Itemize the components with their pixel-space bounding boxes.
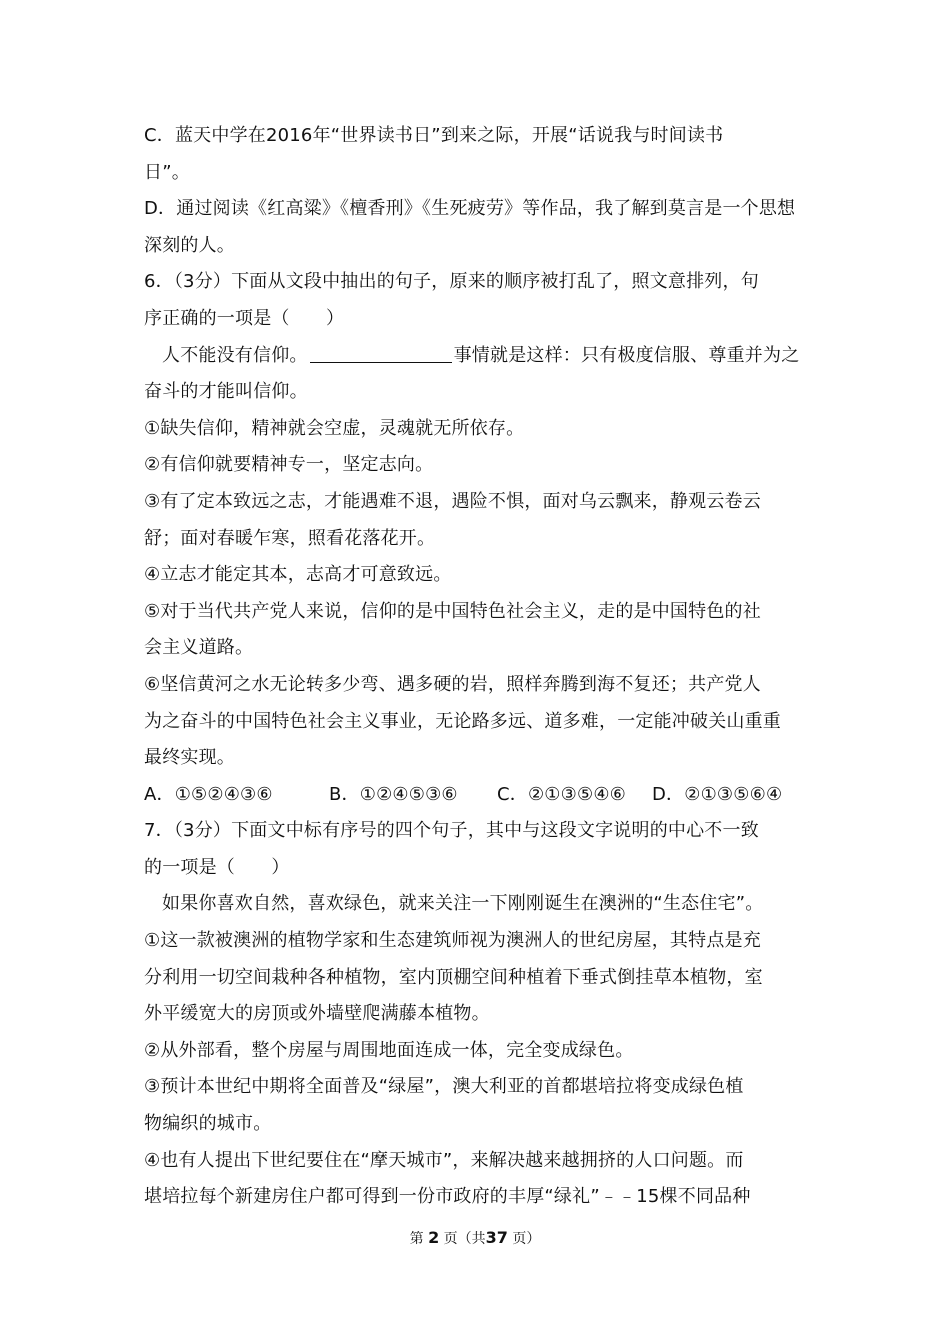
sentence-item-2: ②有信仰就要精神专一，坚定志向。: [144, 454, 434, 476]
question-6-stem-2: 序正确的一项是（ ）: [144, 307, 345, 329]
page-footer: [0, 1228, 950, 1248]
question-6-stem-1: 6．（3分）下面从文段中抽出的句子，原来的顺序被打乱了，照文意排列，句: [144, 271, 759, 293]
question-7-sentence-1-line-1: ①这一款被澳洲的植物学家和生态建筑师视为澳洲人的世纪房屋，其特点是充: [144, 930, 761, 952]
question-7-stem-2: 的一项是（ ）: [144, 856, 290, 878]
sentence-item-4: ④立志才能定其本，志高才可意致远。: [144, 564, 452, 586]
footer-total-pages: 37: [485, 1228, 508, 1247]
passage-before-blank: 人不能没有信仰。: [162, 344, 308, 366]
option-d-line-2: 深刻的人。: [144, 234, 235, 256]
footer-middle: 页（共: [443, 1231, 486, 1247]
sentence-item-6-line-3: 最终实现。: [144, 747, 235, 769]
question-7-stem-1: 7．（3分）下面文中标有序号的四个句子，其中与这段文字说明的中心不一致: [144, 820, 759, 842]
question-7-sentence-1-line-3: 外平缓宽大的房顶或外墙壁爬满藤本植物。: [144, 1003, 490, 1025]
page-content: [144, 118, 814, 1216]
question-7-passage-intro: 如果你喜欢自然，喜欢绿色，就来关注一下刚刚诞生在澳洲的“生态住宅”。: [162, 893, 764, 915]
question-7-sentence-4-line-2: 堪培拉每个新建房住户都可得到一份市政府的丰厚“绿礼”﹣﹣15棵不同品种: [144, 1186, 751, 1208]
sentence-item-5-line-1: ⑤对于当代共产党人来说，信仰的是中国特色社会主义，走的是中国特色的社: [144, 600, 761, 622]
question-6-passage-continuation: 奋斗的才能叫信仰。: [144, 381, 308, 403]
question-6-options: [144, 777, 814, 814]
option-c-line-1: C．蓝天中学在2016年“世界读书日”到来之际，开展“话说我与时间读书: [144, 125, 724, 146]
question-6-passage: [144, 338, 814, 375]
footer-prefix: 第: [409, 1231, 424, 1247]
question-7-sentence-3-line-2: 物编织的城市。: [144, 1113, 272, 1135]
question-7-sentence-1-line-2: 分利用一切空间栽种各种植物，室内顶棚空间种植着下垂式倒挂草本植物，室: [144, 966, 763, 988]
passage-after-blank: 事情就是这样：只有极度信服、尊重并为之: [453, 344, 800, 366]
sentence-item-5-line-2: 会主义道路。: [144, 637, 254, 659]
answer-option-d: D．②①③⑤⑥④: [652, 783, 783, 805]
question-7-sentence-2: ②从外部看，整个房屋与周围地面连成一体，完全变成绿色。: [144, 1039, 634, 1061]
footer-page-number: 2: [428, 1228, 440, 1247]
sentence-item-6-line-2: 为之奋斗的中国特色社会主义事业，无论路多远、道多难，一定能冲破关山重重: [144, 710, 781, 732]
option-d-line-1: D．通过阅读《红高粱》《檀香刑》《生死疲劳》等作品，我了解到莫言是一个思想: [144, 198, 796, 220]
footer-suffix: 页）: [512, 1231, 541, 1247]
question-7-sentence-4-line-1: ④也有人提出下世纪要住在“摩天城市”，来解决越来越拥挤的人口问题。而: [144, 1149, 744, 1171]
sentence-item-6-line-1: ⑥坚信黄河之水无论转多少弯、遇多硬的岩，照样奔腾到海不复还；共产党人: [144, 673, 761, 695]
fill-in-blank: [310, 342, 452, 363]
option-c-line-2: 日”。: [144, 161, 190, 183]
sentence-item-3-line-2: 舒；面对春暖乍寒，照看花落花开。: [144, 527, 436, 549]
answer-option-a: A．①⑤②④③⑥: [144, 783, 273, 805]
sentence-item-3-line-1: ③有了定本致远之志，才能遇难不退，遇险不惧，面对乌云飘来，静观云卷云: [144, 490, 761, 512]
question-7-sentence-3-line-1: ③预计本世纪中期将全面普及“绿屋”，澳大利亚的首都堪培拉将变成绿色植: [144, 1076, 744, 1098]
sentence-item-1: ①缺失信仰，精神就会空虚，灵魂就无所依存。: [144, 417, 525, 439]
answer-option-c: C．②①③⑤④⑥: [497, 783, 626, 805]
answer-option-b: B．①②④⑤③⑥: [329, 783, 458, 805]
